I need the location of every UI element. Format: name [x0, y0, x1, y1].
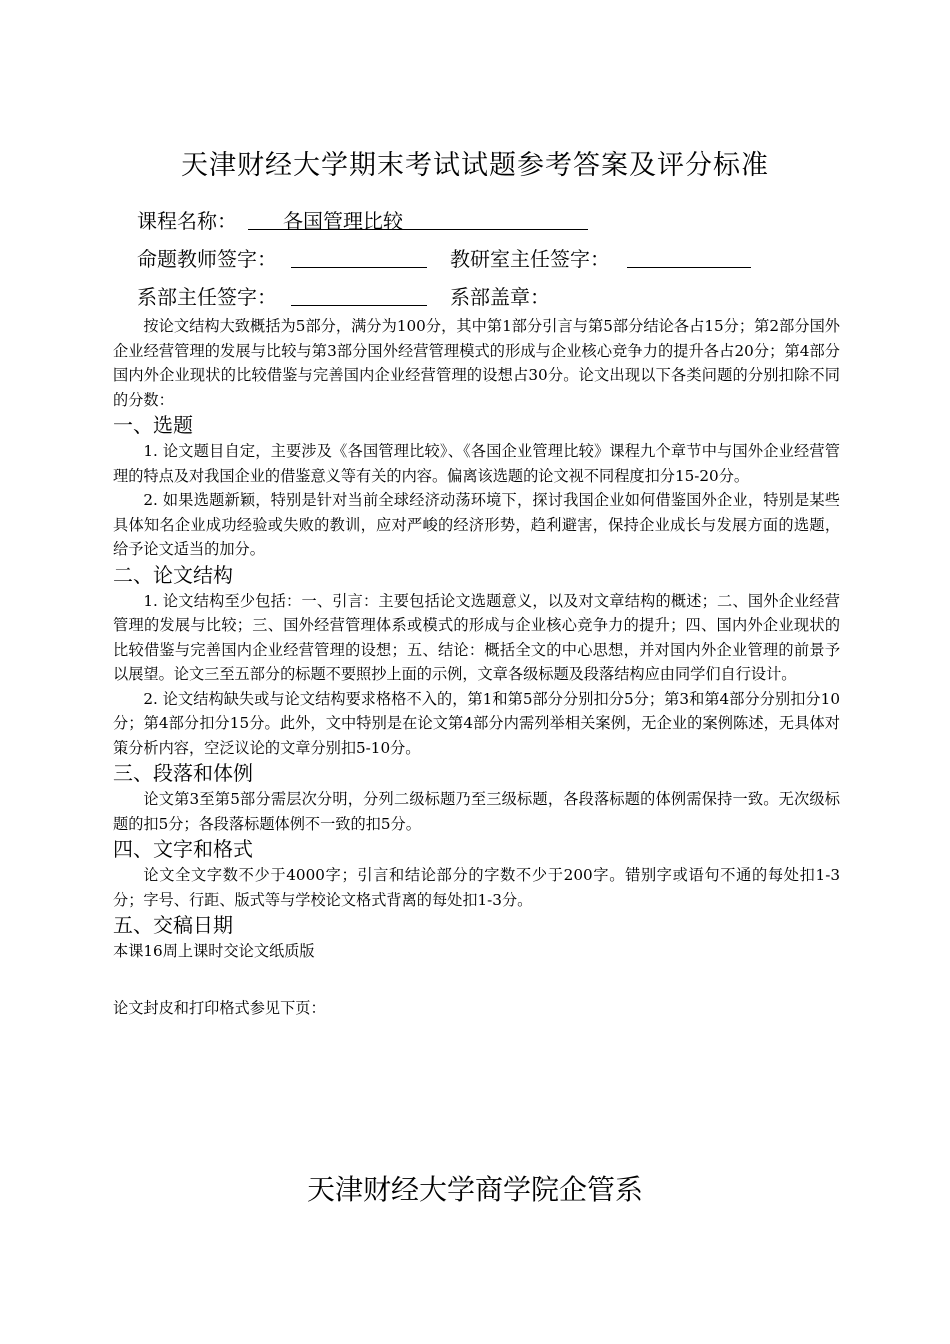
- teacher-signature-label: 命题教师签字：: [137, 247, 277, 271]
- course-name-row: [137, 205, 637, 235]
- course-name-value: 各国管理比较: [283, 209, 403, 233]
- section-heading: 三、段落和体例: [113, 761, 253, 785]
- signature-row-1: [137, 243, 817, 273]
- section-paragraph: 2. 论文结构缺失或与论文结构要求格格不入的，第1和第5部分分别扣分5分；第3和第4部分分别扣分10分；第4部分扣分15分。此外，文中特别是在论文第4部分内需列举相关案例，无企业的案例陈述，无具体对策分析内容，空泛议论的文章分别扣5-10分。: [113, 689, 840, 757]
- section-heading: 二、论文结构: [113, 562, 233, 587]
- dept-seal-label: 系部盖章：: [450, 285, 550, 309]
- page-title: 天津财经大学期末考试试题参考答案及评分标准: [181, 150, 769, 181]
- section-paragraph: 1. 论文结构至少包括：一、引言：主要包括论文选题意义，以及对文章结构的概述；二、国外企业经营管理的发展与比较；三、国外经营管理体系或模式的形成与企业核心竞争力的提升；四、国内外企业现状的比较借鉴与完善国内企业经营管理的设想；五、结论：概括全文的中心思想，并对国内外企业管理的前景予以展望。论文三至五部分的标题不要照抄上面的示例，文章各级标题及段落结构应由同学们自行设计。: [113, 591, 840, 683]
- office-signature-line: [627, 267, 751, 268]
- section-paragraph: 论文第3至第5部分需层次分明，分列二级标题乃至三级标题，各段落标题的体例需保持一致。无次级标题的扣5分；各段落标题体例不一致的扣5分。: [113, 790, 840, 833]
- dept-signature-label: 系部主任签字：: [137, 285, 277, 309]
- section-paragraph: 1. 论文题目自定，主要涉及《各国管理比较》、《各国企业管理比较》课程九个章节中与国外企业经营管理的特点及对我国企业的借鉴意义等有关的内容。偏离该选题的论文视不同程度扣分15-20分。: [113, 442, 840, 485]
- dept-signature-line: [291, 305, 427, 306]
- course-name-label: 课程名称：: [137, 209, 237, 233]
- section-heading: 一、选题: [113, 413, 193, 437]
- teacher-signature-line: [291, 267, 427, 268]
- document-body: [113, 314, 840, 1020]
- spacer: [113, 964, 840, 996]
- section-heading: 五、交稿日期: [113, 913, 233, 937]
- section-paragraph: 2. 如果选题新颖，特别是针对当前全球经济动荡环境下，探讨我国企业如何借鉴国外企业，特别是某些具体知名企业成功经验或失败的教训，应对严峻的经济形势，趋利避害，保持企业成长与发展方面的选题，给予论文适当的加分。: [113, 491, 840, 558]
- intro-paragraph: 按论文结构大致概括为5部分，满分为100分，其中第1部分引言与第5部分结论各占15分；第2部分国外企业经营管理的发展与比较与第3部分国外经营管理模式的形成与企业核心竞争力的提升各占20分；第4部分国内外企业现状的比较借鉴与完善国内企业经营管理的设想占30分。论文出现以下各类问题的分别扣除不同的分数：: [113, 317, 840, 409]
- section-heading: 四、文字和格式: [113, 837, 253, 861]
- section-paragraph: 论文全文字数不少于4000字；引言和结论部分的字数不少于200字。错别字或语句不通的每处扣1-3分；字号、行距、版式等与学校论文格式背离的每处扣1-3分。: [113, 866, 840, 909]
- section-paragraph: 本课16周上课时交论文纸质版: [113, 942, 315, 960]
- office-signature-label: 教研室主任签字：: [450, 247, 610, 271]
- signature-row-2: [137, 281, 817, 311]
- next-page-title: 天津财经大学商学院企管系: [306, 1173, 643, 1206]
- cover-note: 论文封皮和打印格式参见下页：: [113, 998, 326, 1017]
